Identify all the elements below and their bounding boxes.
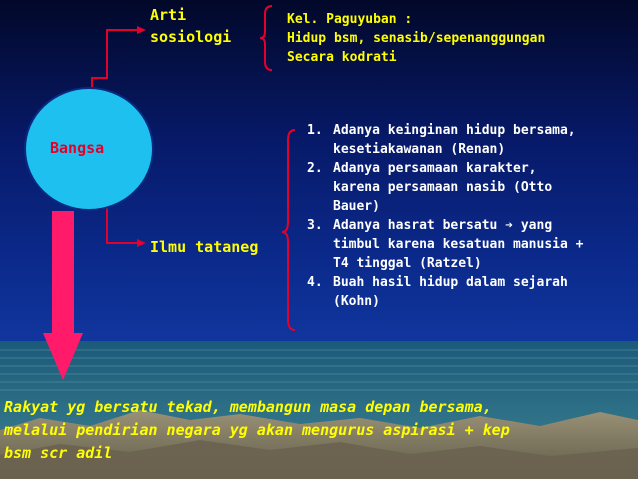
list-item-line: Adanya keinginan hidup bersama, (333, 123, 576, 138)
paguyuban-line: Hidup bsm, senasib/sepenanggungan (287, 31, 546, 46)
ilmu-tataneg-label: Ilmu tataneg (150, 238, 259, 256)
list-item-number: 1. (307, 123, 323, 138)
conclusion-line: melalui pendirian negara yg akan mengurus aspirasi + kep (4, 421, 510, 439)
top-connector (92, 30, 138, 87)
list-item-line: Adanya hasrat bersatu ➔ yang (333, 218, 553, 233)
list-item-number: 2. (307, 161, 323, 176)
list-item-number: 3. (307, 218, 323, 233)
top-brace (260, 6, 272, 70)
arti-label-line: Arti (150, 6, 187, 24)
down-arrow-shaft (52, 211, 74, 335)
list-item-line: kesetiakawanan (Renan) (333, 142, 506, 157)
paguyuban-line: Kel. Paguyuban : (287, 12, 413, 27)
bottom-connector-arrowhead (137, 239, 146, 247)
list-item-line: karena persamaan nasib (Otto (333, 180, 553, 195)
conclusion-line: bsm scr adil (4, 444, 113, 462)
nation-theories-list (307, 121, 627, 311)
arti-sosiologi-label (150, 4, 231, 48)
conclusion-line: Rakyat yg bersatu tekad, membangun masa depan bersama, (4, 398, 492, 416)
list-item-line: T4 tinggal (Ratzel) (333, 256, 482, 271)
list-item-line: Buah hasil hidup dalam sejarah (333, 275, 568, 290)
list-item (307, 216, 627, 273)
arti-label-line: sosiologi (150, 28, 232, 46)
list-item-line: (Kohn) (333, 294, 380, 309)
top-connector-arrowhead (137, 26, 146, 34)
paguyuban-line: Secara kodrati (287, 50, 397, 65)
list-item-number: 4. (307, 275, 323, 290)
conclusion-text (4, 396, 636, 465)
bottom-connector (92, 206, 138, 243)
list-item (307, 121, 627, 159)
bottom-brace (282, 130, 295, 330)
list-item (307, 159, 627, 216)
paguyuban-description (287, 10, 545, 67)
list-item-line: timbul karena kesatuan manusia + (333, 237, 584, 252)
list-item (307, 273, 627, 311)
down-arrow-head (43, 333, 83, 380)
bangsa-label: Bangsa (50, 139, 105, 157)
list-item-line: Adanya persamaan karakter, (333, 161, 537, 176)
list-item-line: Bauer) (333, 199, 380, 214)
